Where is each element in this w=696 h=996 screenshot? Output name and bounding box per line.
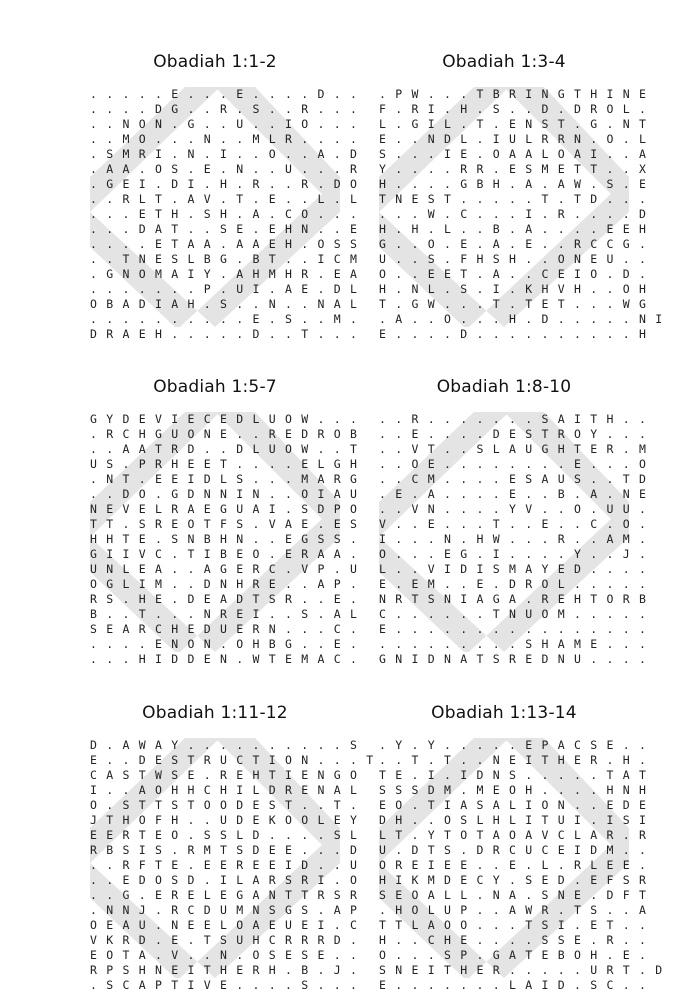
grid-row: E . . . . . . . L A I D . S C . . [379,978,648,992]
grid-row: Y . . . . R R . E S M E T T . . X [379,162,648,176]
grid-row: . . . . E T A A . A A E H . O S S [90,237,359,251]
grid-row: . . R L T . A V . T . E . . L . L [90,192,359,206]
grid-row: O E A U . N E E L O A E U E I . C [90,918,359,932]
grid-row: . R C H G U O N E . . R E D R O B [90,427,359,441]
grid-row: D H . . O S L H L I T U I . I S I [379,813,648,827]
grid-row: . . . . . . . . . . E . S . . M . [90,312,359,326]
grid-row: . S M R I . N . I . . O . . A . D [90,147,359,161]
grid-row: T . G W . . . T . T E T . . . W G [379,297,648,311]
puzzle-obadiah-1-8-10 [379,377,648,666]
puzzle-obadiah-1-1-2 [90,52,359,341]
grid-row: U S . P R H E E T . . . . E L G H [90,457,359,471]
grid-row: D R A E H . . . . . D . . T . . . [90,327,359,341]
grid-row: V . . E . . . T . . E . . C . O . [379,517,648,531]
grid-row: C . . . . . . T N U O M . . . . . [379,607,648,621]
grid-row: H . H . L . . B . A . . . . E E H [379,222,648,236]
grid-row: E . . D E S T R U C T I O N . . . T [90,753,375,767]
grid-row: . . . . . . . . . S H A M E . . . [379,637,648,651]
grid-row: . G N O M A I Y . A H M H R . E A [90,267,359,281]
grid-row: I . . . N . H W . . . R . . A M . [379,532,648,546]
grid-row: S . . . I E . O A A L O A I . . A [379,147,648,161]
puzzle-obadiah-1-5-7 [90,377,359,666]
grid-row: . E . A . . . . E . . B . A . N E [379,487,648,501]
grid-row: G Y D E V I E C E D L U O W . . . [90,412,359,426]
grid-row: . . A A T R D . . D L U O W . . T [90,442,359,456]
letter-grid [90,87,359,342]
grid-row: . H O L U P . . A W R . T S . . A [379,903,648,917]
puzzle-title: Obadiah 1:3-4 [442,52,566,72]
grid-row: G . . O . E . A . E . . R C C G . [379,237,648,251]
grid-row: . . D O . G D N N I N . . O I A U [90,487,359,501]
grid-row: . . . . . . . P . U I . A E . D L [90,282,359,296]
grid-row: . . M O . . . N . . M L R . . . . [90,132,359,146]
grid-row: . . . . . E . . . E . . . . D . . [90,87,359,101]
grid-row: . . R . . . . . . . S A I T H . . [379,412,648,426]
grid-row: . . V N . . . . Y V . . O . U U . [379,502,648,516]
grid-row: S S S D M . M E O H . . . . H N H [379,783,648,797]
grid-row: H . . C H E . . . . S S E . R . . [379,933,648,947]
grid-row: B . . T . . . N R E I . . S . A L [90,607,359,621]
grid-row: L . . V I D I S M A Y E D . . . . [379,562,648,576]
grid-row: . S C A P T I V E . . . . S . . . [90,978,359,992]
grid-row: . . R F T E . E E R E E I D . . U [90,858,359,872]
grid-row: . . E . . . . D E S T R O Y . . . [379,427,648,441]
letter-grid [379,738,664,993]
grid-row: O . S T T S T O O D E S T . . T . [90,798,359,812]
letter-grid [90,738,375,993]
grid-row: E . E M . . E . D R O L . . . . . [379,577,648,591]
letter-grid-area [379,738,664,992]
puzzle-obadiah-1-3-4 [379,52,664,341]
grid-row: . N T . E E I D L S . . . M A R G [90,472,359,486]
grid-row: N R T S N I A G A . R E H T O R B [379,592,648,606]
grid-row: O . . E E T . A . . C E I O . D . [379,267,648,281]
puzzle-title: Obadiah 1:8-10 [436,377,572,397]
grid-row: . A . . O . . . H . D . . . . . N I [379,312,664,326]
grid-row: . G E I . D I . H . R . . R . D O [90,177,359,191]
grid-row: V K R D . E . T S U H C R R R D . [90,933,359,947]
letter-grid-area [90,738,375,992]
grid-row: . P W . . . T B R I N G T H I N E [379,87,648,101]
grid-row: I . . A O H H C H I L D R E N A L [90,783,359,797]
grid-row: T T . S R E O T F S . V A E . E S [90,517,359,531]
grid-row: . . . D A T . . S E . E H N . . E [90,222,359,236]
grid-row: R P S H N E I T H E R H . B . J . [90,963,359,977]
grid-row: . . . W . C . . . I . R . . . . D [379,207,648,221]
puzzle-obadiah-1-11-12 [90,703,375,992]
grid-row: . . C M . . . . E S A U S . . T D [379,472,648,486]
grid-row: O . . . S P . G A T E B O H . E . [379,948,648,962]
grid-row: S E A R C H E D U E R N . . . C . [90,622,359,636]
grid-row: . N N J . R C D U M N S G S . A P [90,903,359,917]
grid-row: E E R T E O . S S L D . . . . S L [90,828,359,842]
grid-row: O R E I E E . . E . L . R L E E . [379,858,648,872]
grid-row: G I I V C . T I B E O . E R A A . [90,547,359,561]
grid-row: H I K M D E C Y . S E D . E F S R [379,873,648,887]
letter-grid [379,87,664,342]
puzzle-obadiah-1-13-14 [379,703,664,992]
letter-grid-area [379,87,664,341]
grid-row: G N I D N A T S R E D N U . . . . [379,652,648,666]
grid-row: S E O A L L . N A . S N E . D F T [379,888,648,902]
grid-row: H H T E . S N B H N . . E G S S . [90,532,359,546]
letter-grid [90,412,359,667]
grid-row: R S . H E . D E A D T S R . . E . [90,592,359,606]
grid-row: D . A W A Y . . . . . . . . . . S [90,738,359,752]
grid-row: J T H O F H . . U D E K O O L E Y [90,813,359,827]
grid-row: E . . N D L . I U L R R N . O . L [379,132,648,146]
grid-row: H . N L . S . I . K H V H . . O H [379,282,648,296]
puzzle-title: Obadiah 1:1-2 [153,52,277,72]
grid-row: O G L I M . . D N H R E . . A P . [90,577,359,591]
grid-row: . . G . E R E L E G A N T T R S R [90,888,359,902]
grid-row: T N E S T . . . . . T . T D . . . [379,192,648,206]
grid-row: . . T N E S L B G . B T . . I C M [90,252,359,266]
letter-grid [379,412,648,667]
grid-row: U N L E A . . A G E R C . V P . U [90,562,359,576]
grid-row: E . . . . . . . . . . . . . . . . [379,622,648,636]
grid-row: E . . . . D . . . . . . . . . . H [379,327,648,341]
grid-row: L T . Y T O T A O A V C L A R . R [379,828,648,842]
letter-grid-area [379,412,648,666]
grid-row: . . . . D G . . R . S . . R . . . [90,102,359,116]
grid-row: E O T A . V . . N . O S E S E . . [90,948,359,962]
grid-row: E O . T I A S A L I O N . . E D E [379,798,648,812]
grid-row: . Y . Y . . . . . E P A C S E . . [379,738,648,752]
grid-row: H . . . . G B H . A . A W . S . E [379,177,648,191]
grid-row: O . . . E G . I . . . . Y . . J . [379,547,648,561]
puzzle-title: Obadiah 1:5-7 [153,377,277,397]
grid-row: R B S I S . R M T S D E E . . . D [90,843,359,857]
grid-row: . . . H I D D E N . W T E M A C . [90,652,359,666]
grid-row: . . O E . . . . . . . . E . . . O [379,457,648,471]
grid-row: . A A . O S . E . N . . U . . . R [90,162,359,176]
grid-row: . . T . T . . N E I T H E R . H . [379,753,648,767]
puzzle-title: Obadiah 1:11-12 [142,703,288,723]
grid-row: O B A D I A H . S . . N . . N A L [90,297,359,311]
grid-row: C A S T W S E . R E H T I E N G O [90,768,359,782]
grid-row: . . V T . . S L A U G H T E R . M [379,442,648,456]
grid-row: . . N O N . G . . U . . I O . . . [90,117,359,131]
grid-row: . . E D O S D . I L A R S R I . O [90,873,359,887]
grid-row: U . D T S . D R C U C E I D M . . [379,843,648,857]
grid-row: . . . . E N O N . O H B G . . E . [90,637,359,651]
grid-row: T E . I . I D N S . . . . . T A T [379,768,648,782]
grid-row: L . G I L . T . E N S T . G . N T [379,117,648,131]
grid-row: . . . E T H . S H . A . C O . . . [90,207,359,221]
grid-row: T T L A O O . . . T S I . E T . . [379,918,648,932]
grid-row: N E V E L R A E G U A I . S D P O [90,502,359,516]
grid-row: U . . S . F H S H . . O N E U . . [379,252,648,266]
grid-row: S N E I T H E R . . . . . U R T . D [379,963,664,977]
grid-row: F . R I . H . S . . D . D R O L . [379,102,648,116]
letter-grid-area [90,87,359,341]
puzzle-title: Obadiah 1:13-14 [431,703,577,723]
letter-grid-area [90,412,359,666]
